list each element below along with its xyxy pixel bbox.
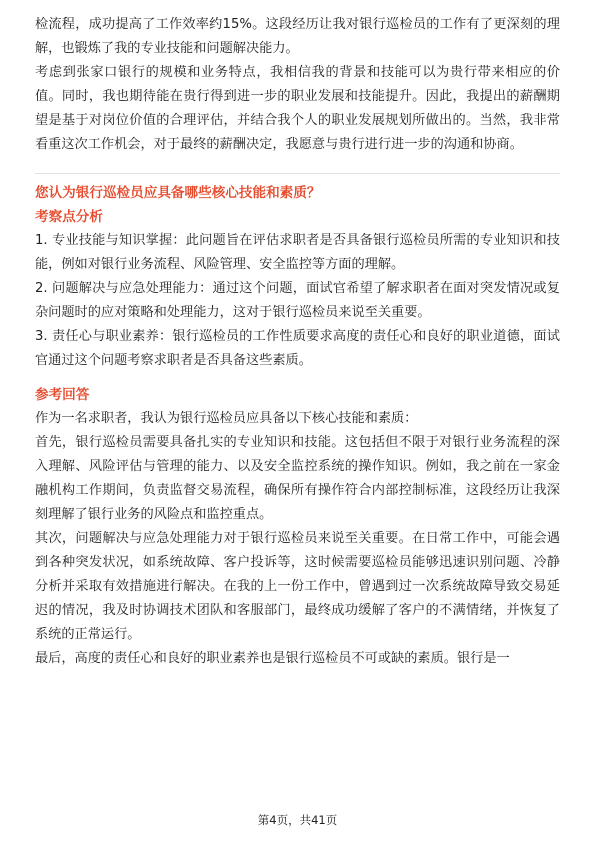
answer-paragraph: 最后，高度的责任心和良好的职业素养也是银行巡检员不可或缺的素质。银行是一 [35,651,510,666]
question-heading: 您认为银行巡检员应具备哪些核心技能和素质？ [35,185,321,201]
page-number: 第4页，共41页 [257,813,338,827]
document-page [35,13,560,671]
section-divider [35,173,560,174]
answer-paragraph: 作为一名求职者，我认为银行巡检员应具备以下核心技能和素质： [35,411,418,426]
body-paragraph: 考虑到张家口银行的规模和业务特点，我相信我的背景和技能可以为贵行带来相应的价值。同时，我也期待能在贵行得到进一步的职业发展和技能提升。因此，我提出的薪酬期望是基于对岗位价值的合理评估，并结合我个人的职业发展规划所做出的。当然，我非常看重这次工作机会，对于最终的薪酬决定，我愿意与贵行进行进一步的沟通和协商。 [35,65,560,152]
analysis-item: 3. 责任心与职业素养：银行巡检员的工作性质要求高度的责任心和良好的职业道德，面试官通过这个问题考察求职者是否具备这些素质。 [35,329,560,368]
analysis-heading: 考察点分析 [35,209,103,225]
analysis-item: 2. 问题解决与应急处理能力：通过这个问题，面试官希望了解求职者在面对突发情况或复杂问题时的应对策略和处理能力，这对于银行巡检员来说至关重要。 [35,281,560,320]
body-paragraph: 检流程，成功提高了工作效率约15%。这段经历让我对银行巡检员的工作有了更深刻的理解，也锻炼了我的专业技能和问题解决能力。 [35,17,560,56]
answer-heading: 参考回答 [35,387,90,403]
answer-paragraph: 首先，银行巡检员需要具备扎实的专业知识和技能。这包括但不限于对银行业务流程的深入理解、风险评估与管理的能力、以及安全监控系统的操作知识。例如，我之前在一家金融机构工作期间，负责监督交易流程，确保所有操作符合内部控制标准，这段经历让我深刻理解了银行业务的风险点和监控重点。 [35,435,560,522]
answer-paragraph: 其次，问题解决与应急处理能力对于银行巡检员来说至关重要。在日常工作中，可能会遇到各种突发状况，如系统故障、客户投诉等，这时候需要巡检员能够迅速识别问题、冷静分析并采取有效措施进行解决。在我的上一份工作中，曾遇到过一次系统故障导致交易延迟的情况，我及时协调技术团队和客服部门，最终成功缓解了客户的不满情绪，并恢复了系统的正常运行。 [35,531,560,642]
analysis-item: 1. 专业技能与知识掌握：此问题旨在评估求职者是否具备银行巡检员所需的专业知识和技能，例如对银行业务流程、风险管理、安全监控等方面的理解。 [35,233,560,272]
